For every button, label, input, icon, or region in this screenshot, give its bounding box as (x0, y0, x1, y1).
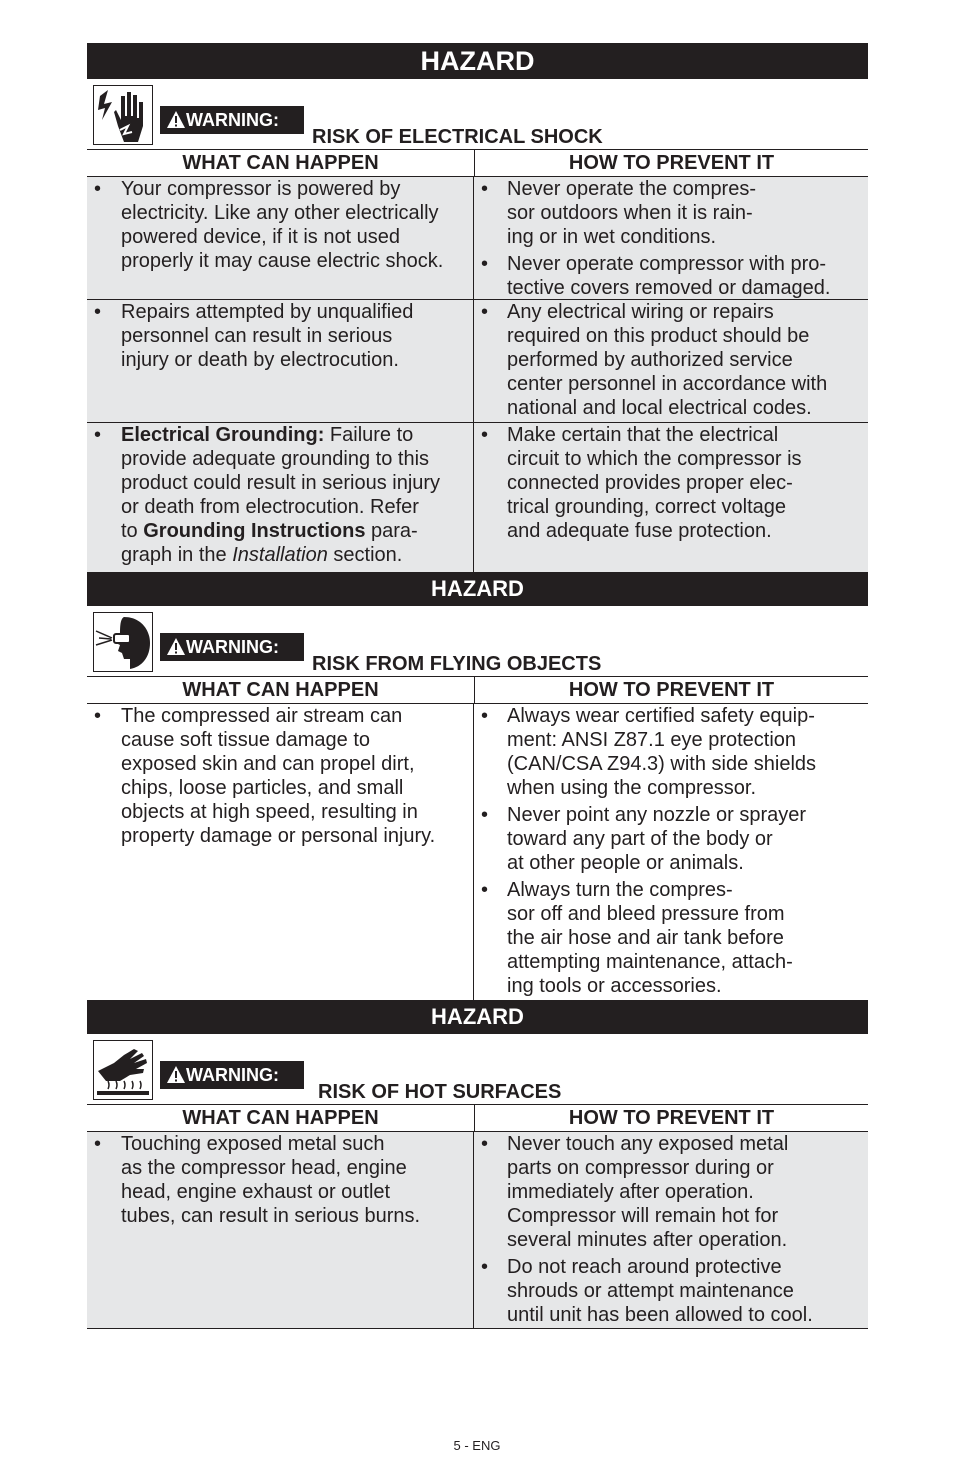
list-item: • Never operate compressor with pro- tective covers removed or damaged. (474, 252, 867, 300)
list-item: • Never touch any exposed metal parts on compressor during or immediately after operation. Compressor will remain hot for several minutes after operation. (474, 1132, 867, 1252)
column-header-how: HOW TO PREVENT IT (568, 1107, 775, 1129)
warning-triangle-icon (166, 1061, 186, 1089)
list-item: • Never point any nozzle or sprayer toward any part of the body or at other people or animals. (474, 803, 867, 875)
warning-triangle-icon (166, 106, 186, 134)
hazard-sheet (87, 43, 868, 1329)
warning-badge (160, 1061, 304, 1089)
column-headers (87, 677, 868, 704)
warning-row (87, 1034, 868, 1105)
warning-row (87, 606, 868, 677)
list-item: • Any electrical wiring or repairs required on this product should be performed by authorized service center personnel in accordance with national and local electrical codes. (474, 300, 867, 420)
table-row (87, 177, 868, 300)
column-header-what: WHAT CAN HAPPEN (87, 677, 475, 703)
list-item: • Electrical Grounding: Failure to provide adequate grounding to this product could result in serious injury or death from electrocution. Refer to Grounding Instructions para- graph in the Installation section. (87, 423, 469, 567)
list-item: • Touching exposed metal such as the compressor head, engine head, engine exhaust or outlet tubes, can result in serious burns. (87, 1132, 469, 1228)
list-item: • Always wear certified safety equip- ment: ANSI Z87.1 eye protection (CAN/CSA Z94.3) with side shields when using the compressor. (474, 704, 867, 800)
table-row (87, 423, 868, 572)
page-footer: 5 - ENG (453, 1438, 501, 1453)
hot-surface-hand-icon (93, 1040, 153, 1100)
table-row (87, 300, 868, 423)
table-row (87, 1132, 868, 1329)
hazard-header: HAZARD (87, 1000, 868, 1034)
warning-label: WARNING: (186, 110, 279, 130)
risk-title: RISK FROM FLYING OBJECTS (312, 653, 602, 675)
list-item: • The compressed air stream can cause soft tissue damage to exposed skin and can propel dirt, chips, loose particles, and small objects at high speed, resulting in property damage or personal injury. (87, 704, 469, 848)
list-item: • Make certain that the electrical circuit to which the compressor is connected provides proper elec- trical grounding, correct voltage and adequate fuse protection. (474, 423, 867, 543)
column-header-how: HOW TO PREVENT IT (568, 152, 775, 174)
risk-title: RISK OF HOT SURFACES (318, 1081, 562, 1103)
safety-goggles-face-icon (93, 612, 153, 672)
list-item: • Do not reach around protective shrouds or attempt maintenance until unit has been allowed to cool. (474, 1255, 867, 1327)
column-header-how: HOW TO PREVENT IT (568, 679, 775, 701)
hazard-header: HAZARD (87, 572, 868, 606)
column-header-what: WHAT CAN HAPPEN (87, 1105, 475, 1131)
warning-label: WARNING: (186, 1065, 279, 1085)
hazard-header: HAZARD (87, 43, 868, 79)
column-headers (87, 1105, 868, 1132)
column-headers (87, 150, 868, 177)
list-item: • Never operate the compres- sor outdoors when it is rain- ing or in wet conditions. (474, 177, 867, 249)
list-item: • Repairs attempted by unqualified personnel can result in serious injury or death by electrocution. (87, 300, 469, 372)
warning-row (87, 79, 868, 150)
warning-triangle-icon (166, 633, 186, 661)
column-header-what: WHAT CAN HAPPEN (87, 150, 475, 176)
warning-label: WARNING: (186, 637, 279, 657)
table-row (87, 704, 868, 1000)
warning-badge (160, 633, 304, 661)
warning-badge (160, 106, 304, 134)
list-item: • Your compressor is powered by electricity. Like any other electrically powered device, if it is not used properly it may cause electric shock. (87, 177, 469, 273)
list-item: • Always turn the compres- sor off and bleed pressure from the air hose and air tank before attempting maintenance, attach- ing tools or accessories. (474, 878, 867, 998)
risk-title: RISK OF ELECTRICAL SHOCK (312, 126, 603, 148)
electric-shock-hand-icon (93, 85, 153, 145)
